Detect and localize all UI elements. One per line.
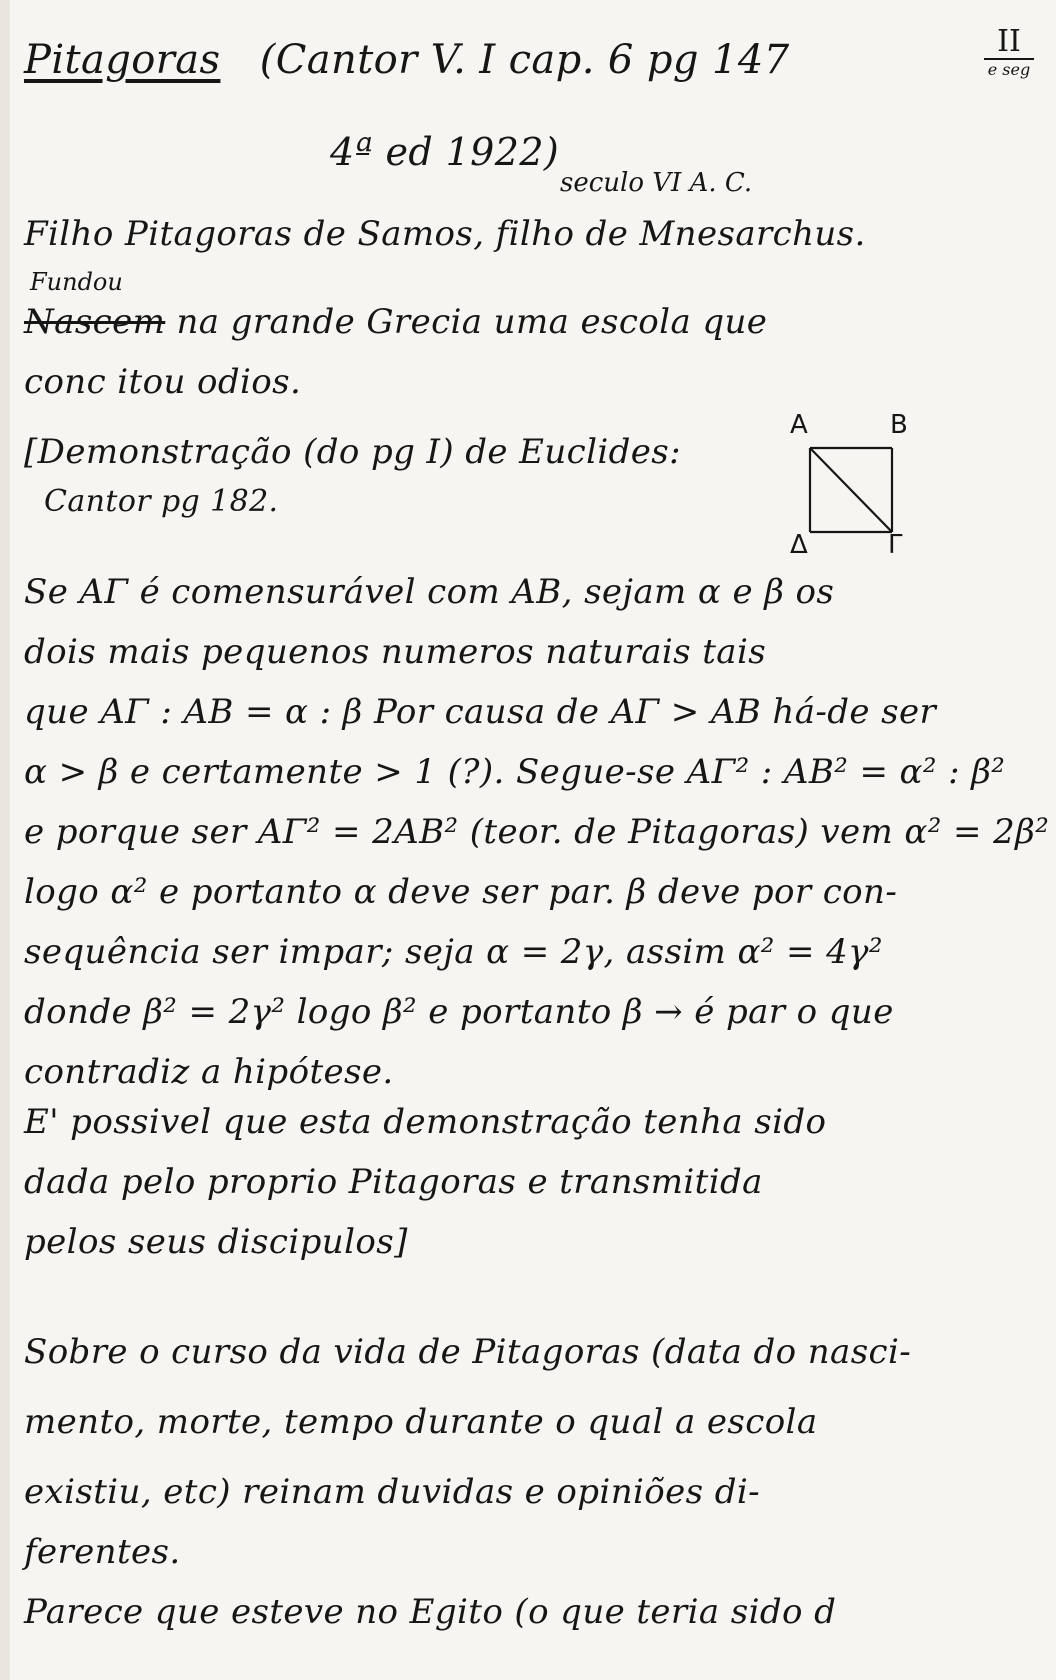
vertex-a-label: A bbox=[790, 410, 808, 440]
line-4: [Demonstração (do pg I) de Euclides: bbox=[24, 432, 682, 472]
vertex-b-label: B bbox=[890, 410, 908, 440]
line-10: e porque ser AΓ² = 2AB² (teor. de Pitagoras) vem α² = 2β² bbox=[24, 812, 1050, 852]
line-21: ferentes. bbox=[24, 1532, 181, 1572]
line-2-visible: na grande Grecia uma escola que bbox=[176, 302, 768, 342]
line-12: sequência ser impar; seja α = 2γ, assim α² = 4γ² bbox=[24, 932, 883, 972]
title-reference: (Cantor V. I cap. 6 pg 147 bbox=[259, 37, 790, 83]
struck-word: Nascem bbox=[24, 302, 166, 342]
line-7: dois mais pequenos numeros naturais tais bbox=[24, 632, 767, 672]
line-19: mento, morte, tempo durante o qual a escola bbox=[24, 1402, 818, 1442]
roman-numeral: II e seg bbox=[984, 26, 1034, 80]
line-20: existiu, etc) reinam duvidas e opiniões di- bbox=[24, 1472, 761, 1512]
title-line bbox=[24, 38, 1034, 82]
vertex-delta-label: Δ bbox=[790, 530, 808, 560]
vertex-gamma-label: Γ bbox=[888, 530, 903, 560]
line-18: Sobre o curso da vida de Pitagoras (data do nasci- bbox=[24, 1332, 912, 1372]
line-3: conc itou odios. bbox=[24, 362, 302, 402]
title: Pitagoras bbox=[24, 37, 221, 83]
line-6: Se AΓ é comensurável com AB, sejam α e β os bbox=[24, 572, 835, 612]
line-17: pelos seus discipulos] bbox=[24, 1222, 408, 1262]
line-11: logo α² e portanto α deve ser par. β deve por con- bbox=[24, 872, 898, 912]
line-8: que AΓ : AB = α : β Por causa de AΓ > AB há-de ser bbox=[24, 692, 937, 732]
edition-line: 4ª ed 1922) bbox=[330, 130, 560, 174]
century-note: seculo VI A. C. bbox=[560, 168, 753, 198]
line-9: α > β e certamente > 1 (?). Segue-se AΓ² : AB² = α² : β² bbox=[24, 752, 1006, 792]
line-14: contradiz a hipótese. bbox=[24, 1052, 394, 1092]
line-2 bbox=[24, 300, 1034, 344]
line-5: Cantor pg 182. bbox=[44, 484, 279, 519]
inserted-word: Fundou bbox=[30, 268, 123, 296]
line-15: E' possivel que esta demonstração tenha sido bbox=[24, 1102, 827, 1142]
line-16: dada pelo proprio Pitagoras e transmitida bbox=[24, 1162, 763, 1202]
line-22: Parece que esteve no Egito (o que teria sido d bbox=[24, 1592, 837, 1632]
line-1: Filho Pitagoras de Samos, filho de Mnesarchus. bbox=[24, 214, 866, 254]
line-13: donde β² = 2γ² logo β² e portanto β → é par o que bbox=[24, 992, 894, 1032]
